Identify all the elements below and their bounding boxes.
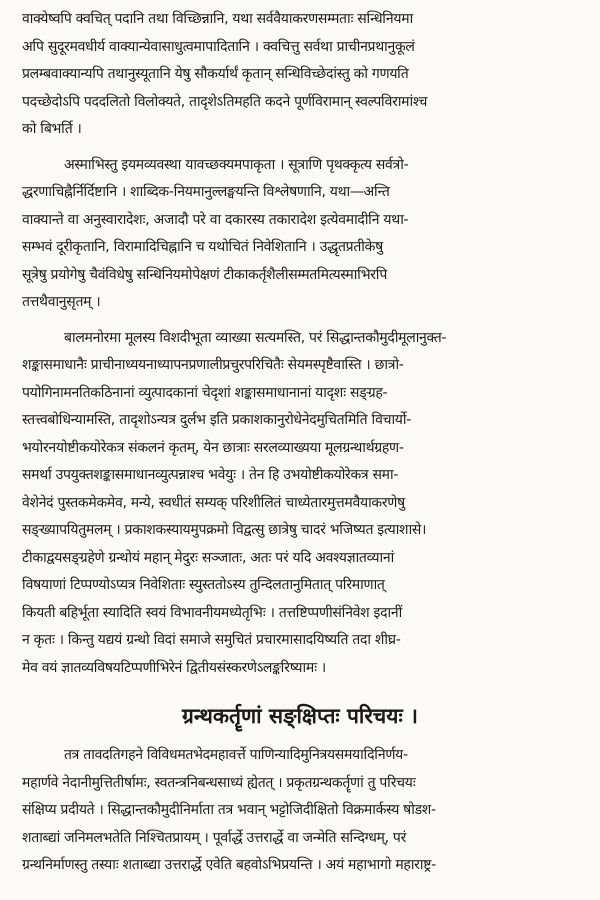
text-line: कियती बहिर्भूता स्यादिति स्वयं विभावनीयमध्येतृभिः । तत्तष्टिप्पणीसंनिवेश इदानीं: [22, 604, 402, 621]
text-line: वाक्यान्ते वा अनुस्वारादेशः, अजादौ परे वा दकारस्य तकारादेश इत्येवमादीनि यथा-: [22, 211, 409, 228]
paragraph-3: [22, 325, 578, 683]
text-line: वेशेनेदं पुस्तकमेकमेव, मन्ये, स्वधीतं सम्यक् परिशीलितं चाध्येतारमुत्तमवैयाकरणेषु: [22, 494, 405, 511]
text-line: शताब्द्यां जनिमलभतेति निश्चितप्रायम् । पूर्वार्द्धे उत्तरार्द्धे वा जन्मेति सन्दिग्धम्, परं: [22, 829, 406, 846]
text-line: सङ्ख्यापयितुमलम् । प्रकाशकस्यायमुपक्रमो विद्वत्सु छात्रेषु चादरं भजिष्यत इत्याशासे।: [22, 522, 427, 538]
text-line: टीकाद्वयसङ्ग्रहेणे ग्रन्थोयं महान् मेदुरः सञ्जातः, अतः परं यदि अवश्यज्ञातव्यानां: [22, 549, 394, 566]
text-line: द्धरणाचिह्नैर्निर्दिष्टानि । शाब्दिक-नियमानुल्लङ्घयन्ति विश्लेषणानि, यथा—अन्ति: [22, 184, 390, 200]
text-line: ग्रन्थनिर्माणस्तु तस्याः शताब्द्या उत्तरार्द्धे एवेति बहवोऽभिप्रयन्ति । अयं महाभागो महाराष्ट्र-: [22, 857, 436, 873]
text-line: वाक्येष्वपि क्वचित् पदानि तथा विच्छिन्नानि, यथा सर्ववैयाकरणसम्मताः सन्धिनियमा: [22, 11, 413, 27]
text-line: समर्था उपयुक्तशङ्कासमाधानव्युत्पन्नाश्च भवेयुः । तेन हि उभयोष्टीकयोरेकत्र समा-: [22, 467, 399, 483]
text-line: महार्णवे नेदानीमुत्तितीर्षामः, स्वतन्त्रनिबन्धसाध्यं ह्येतत् । प्रकृतग्रन्थकर्तॄणां तु परिचयः: [22, 774, 416, 791]
text-line: भयोरनयोष्टीकयोरेकत्र संकलनं कृतम्, येन छात्राः सरलव्याख्यया मूलग्रन्थार्थग्रहण-: [22, 439, 404, 456]
text-line: सूत्रेषु प्रयोगेषु चैवंविधेषु सन्धिनियमोपेक्षणं टीकाकर्तृशैलीसम्मतमित्यस्माभिरपि: [22, 266, 387, 283]
text-line: मेव वयं ज्ञातव्यविषयटिप्पणीभिरेनं द्वितीयसंस्करणेऽलङ्करिष्यामः ।: [22, 659, 326, 676]
paragraph-2: [22, 152, 578, 317]
text-line: पदच्छेदोऽपि पददलितो विलोक्यते, तादृशेऽतिमहति कदने पूर्णविरामान् स्वल्पविरामांश्च: [22, 93, 428, 110]
text-line: तत्र तावदतिगहने विविधमतभेदमहावर्त्ते पाणिन्यादिमुनित्रयसमयादिनिर्णय-: [64, 747, 408, 763]
paragraph-1: [22, 6, 578, 144]
text-line: शङ्कासमाधानैः प्राचीनाध्ययनाध्यापनप्रणालीप्रचुरपरिचितैः सेयमस्पृष्टैवास्ति । छात्रो-: [22, 357, 404, 373]
text-line: संक्षिप्य प्रदीयते । सिद्धान्तकौमुदीनिर्माता तत्र भवान् भट्टोजिदीक्षितो विक्रमार्कस्य षोडश-: [22, 802, 436, 818]
text-line: अपि सुदूरमवधीर्य वाक्यान्येवासाधुत्वमापादितानि । क्वचित्तु सर्वथा प्राचीनप्रथानुकूलं: [22, 38, 415, 55]
paragraph-4: [22, 742, 578, 880]
text-line: को बिभर्ति ।: [22, 121, 82, 137]
text-line: स्तत्त्वबोधिन्यामस्ति, तादृशोऽन्यत्र दुर्लभ इति प्रकाशकानुरोधेनेदमुचितमिति विचार्यो-: [22, 412, 411, 428]
section-heading: ग्रन्थकर्तॄणां सङ्क्षिप्तः परिचयः ।: [182, 704, 418, 728]
text-line: बालमनोरमा मूलस्य विशदीभूता व्याख्या सत्यमस्ति, परं सिद्धान्तकौमुदीमूलानुक्त-: [64, 329, 447, 346]
text-line: पयोगिनामनतिकठिनानां व्युत्पादकानां चेदृशां शङ्कासमाधानानां यादृशः सङ्ग्रह-: [22, 384, 388, 401]
text-line: अस्माभिस्तु इयमव्यवस्था यावच्छक्यमपाकृता । सूत्राणि पृथक्कृत्य सर्वत्रो-: [64, 156, 409, 173]
text-line: विषयाणां टिप्पण्योऽप्यत्र निवेशिताः स्युस्ततोऽस्य तुन्दिलतानुमितात् परिमाणात्: [22, 577, 385, 593]
text-line: सम्भवं दूरीकृतानि, विरामादिचिह्नानि च यथोचितं निवेशितानि । उद्धृतप्रतीकेषु: [22, 239, 383, 255]
text-line: प्रलम्बवाक्यान्यपि तथानुस्यूतानि येषु सौकर्यार्थं कृतान् सन्धिविच्छेदांस्तु को गणयति: [22, 66, 409, 82]
text-line: न कृतः । किन्तु यद्ययं ग्रन्थो विदां समाजे समुचितं प्रचारमासादयिष्यति तदा शीघ्र-: [22, 632, 401, 648]
text-line: तत्तथैवानुसृतम् ।: [22, 294, 101, 310]
